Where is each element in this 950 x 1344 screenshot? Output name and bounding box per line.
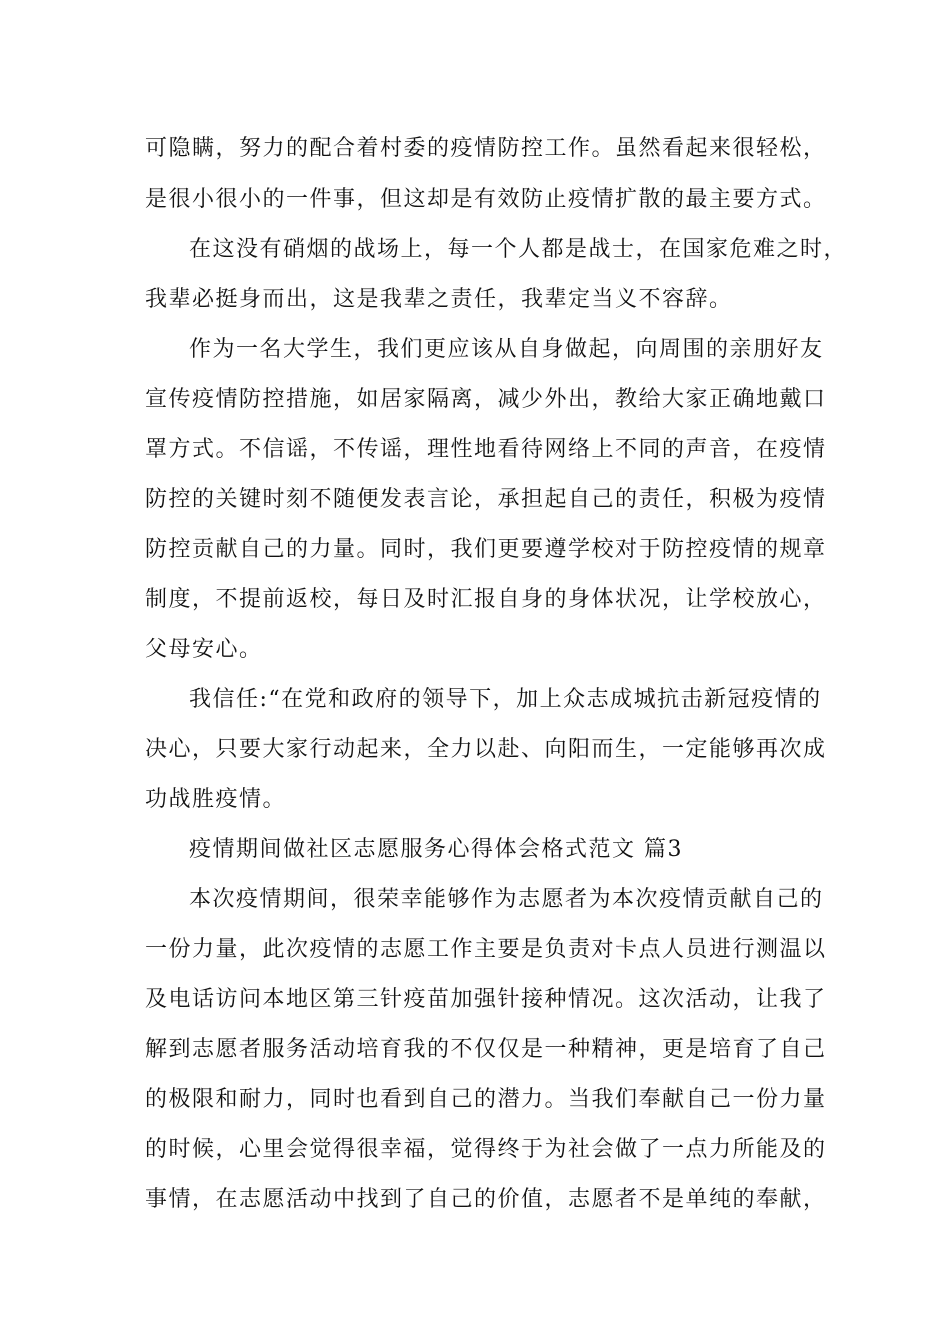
- section-heading: 疫情期间做社区志愿服务心得体会格式范文 篇3: [189, 837, 683, 862]
- text-line: 的极限和耐力，同时也看到自己的潜力。当我们奉献自己一份力量: [145, 1087, 827, 1112]
- text-line: 决心，只要大家行动起来，全力以赴、向阳而生，一定能够再次成: [145, 737, 827, 762]
- text-line: 一份力量，此次疫情的志愿工作主要是负责对卡点人员进行测温以: [145, 937, 827, 962]
- paragraph-start: 在这没有硝烟的战场上，每一个人都是战士，在国家危难之时，: [189, 237, 848, 262]
- text-line: 是很小很小的一件事，但这却是有效防止疫情扩散的最主要方式。: [145, 187, 827, 212]
- text-line: 父母安心。: [145, 637, 263, 662]
- text-line: 我辈必挺身而出，这是我辈之责任，我辈定当义不容辞。: [145, 287, 733, 312]
- text-line: 罩方式。不信谣，不传谣，理性地看待网络上不同的声音，在疫情: [145, 437, 827, 462]
- text-line: 宣传疫情防控措施，如居家隔离，减少外出，教给大家正确地戴口: [145, 387, 827, 412]
- text-line: 事情，在志愿活动中找到了自己的价值，志愿者不是单纯的奉献，: [145, 1187, 827, 1212]
- paragraph-start: 作为一名大学生，我们更应该从自身做起，向周围的亲朋好友: [189, 337, 824, 362]
- text-line: 的时候，心里会觉得很幸福，觉得终于为社会做了一点力所能及的: [145, 1137, 827, 1162]
- text-line: 可隐瞒，努力的配合着村委的疫情防控工作。虽然看起来很轻松，: [145, 136, 827, 161]
- paragraph-start: 本次疫情期间，很荣幸能够作为志愿者为本次疫情贡献自己的: [189, 887, 824, 912]
- text-line: 解到志愿者服务活动培育我的不仅仅是一种精神，更是培育了自己: [145, 1037, 827, 1062]
- text-line: 及电话访问本地区第三针疫苗加强针接种情况。这次活动，让我了: [145, 987, 827, 1012]
- text-line: 功战胜疫情。: [145, 787, 287, 812]
- text-line: 制度，不提前返校，每日及时汇报自身的身体状况，让学校放心，: [145, 587, 827, 612]
- paragraph-start: 我信任:“在党和政府的领导下，加上众志成城抗击新冠疫情的: [189, 687, 822, 712]
- text-line: 防控的关键时刻不随便发表言论，承担起自己的责任，积极为疫情: [145, 487, 827, 512]
- text-line: 防控贡献自己的力量。同时，我们更要遵学校对于防控疫情的规章: [145, 537, 827, 562]
